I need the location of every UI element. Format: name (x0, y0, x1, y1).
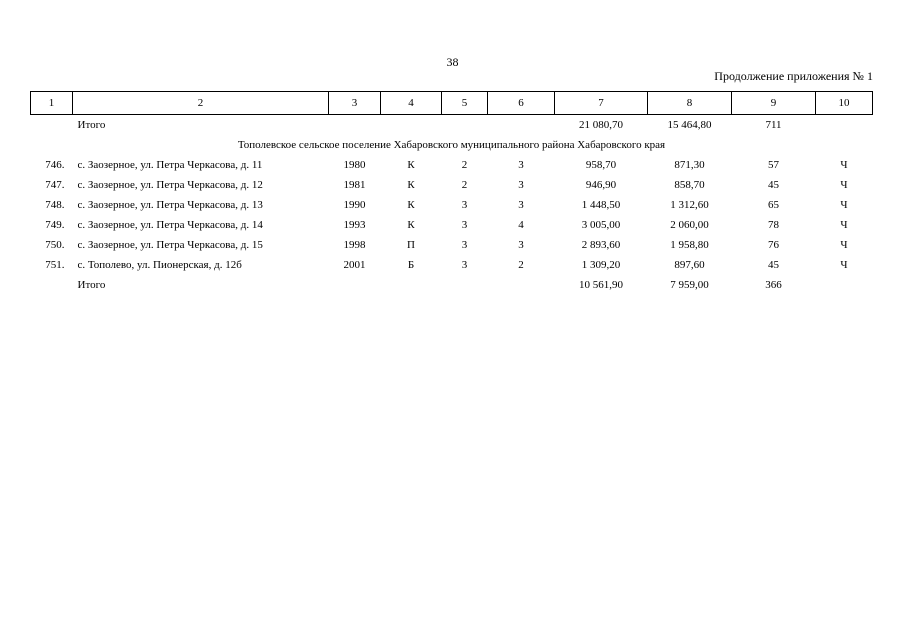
row-floors: 3 (461, 219, 468, 231)
row-area-total: 1 309,20 (581, 259, 621, 271)
row-address: с. Заозерное, ул. Петра Черкасова, д. 15 (77, 239, 263, 251)
section-title: Тополевское сельское поселение Хабаровского муниципального района Хабаровского края (237, 139, 666, 151)
row-area-living: 1 958,80 (670, 239, 709, 251)
row-entrances: 3 (518, 239, 524, 251)
row-mark: Ч (840, 179, 848, 191)
col-header-1: 1 (31, 92, 73, 115)
table-row (31, 175, 873, 195)
row-number: 747. (45, 179, 65, 191)
col-header-6: 6 (488, 92, 555, 115)
row-address: с. Заозерное, ул. Петра Черкасова, д. 12 (77, 179, 263, 191)
row-entrances: 3 (518, 199, 524, 211)
row-address: с. Заозерное, ул. Петра Черкасова, д. 13 (77, 199, 263, 211)
col-header-9: 9 (732, 92, 816, 115)
row-entrances: 3 (518, 179, 524, 191)
row-residents: 65 (768, 199, 779, 211)
row-number: 749. (45, 219, 65, 231)
row-year: 2001 (343, 259, 366, 271)
section-title-row (31, 135, 873, 155)
total-residents: 711 (765, 119, 782, 131)
total-row-top (31, 115, 873, 136)
row-floors: 3 (461, 199, 468, 211)
row-entrances: 4 (518, 219, 524, 231)
row-number: 751. (45, 259, 65, 271)
row-year: 1998 (343, 239, 366, 251)
row-mark: Ч (840, 239, 848, 251)
row-number: 746. (45, 159, 65, 171)
row-area-living: 1 312,60 (670, 199, 709, 211)
row-area-living: 2 060,00 (670, 219, 709, 231)
row-residents: 78 (768, 219, 779, 231)
col-header-10: 10 (816, 92, 873, 115)
col-header-5: 5 (442, 92, 488, 115)
row-floors: 3 (461, 239, 468, 251)
row-year: 1993 (343, 219, 366, 231)
total-residents: 366 (765, 279, 782, 291)
row-address: с. Тополево, ул. Пионерская, д. 12б (77, 259, 242, 271)
row-residents: 57 (768, 159, 779, 171)
table-row (31, 255, 873, 275)
col-header-3: 3 (329, 92, 381, 115)
total-area-living: 7 959,00 (670, 279, 709, 291)
total-row-bottom (31, 275, 873, 295)
col-header-2: 2 (73, 92, 329, 115)
appendix-note: Продолжение приложения № 1 (714, 69, 873, 83)
row-area-total: 2 893,60 (581, 239, 621, 251)
row-year: 1980 (343, 159, 366, 171)
row-material: К (407, 179, 415, 191)
row-mark: Ч (840, 219, 848, 231)
row-material: Б (407, 259, 415, 271)
row-year: 1981 (343, 179, 366, 191)
row-mark: Ч (840, 159, 848, 171)
row-residents: 76 (768, 239, 779, 251)
col-header-8: 8 (648, 92, 732, 115)
row-material: К (407, 199, 415, 211)
total-area-total: 21 080,70 (579, 119, 623, 131)
header-row (31, 92, 873, 115)
row-mark: Ч (840, 199, 848, 211)
page-number: 38 (446, 55, 459, 69)
row-area-living: 897,60 (674, 259, 705, 271)
total-label: Итого (77, 119, 106, 131)
col-header-4: 4 (381, 92, 442, 115)
row-number: 750. (45, 239, 65, 251)
row-material: К (407, 159, 415, 171)
row-year: 1990 (343, 199, 366, 211)
col-header-7: 7 (555, 92, 648, 115)
row-area-living: 858,70 (674, 179, 705, 191)
row-area-living: 871,30 (674, 159, 705, 171)
row-area-total: 946,90 (585, 179, 617, 191)
total-label: Итого (77, 279, 106, 291)
table-row (31, 235, 873, 255)
row-entrances: 3 (518, 159, 524, 171)
row-residents: 45 (768, 259, 779, 271)
total-area-living: 15 464,80 (667, 119, 712, 131)
row-area-total: 958,70 (585, 159, 617, 171)
row-address: с. Заозерное, ул. Петра Черкасова, д. 11 (77, 159, 263, 171)
row-entrances: 2 (518, 259, 524, 271)
row-floors: 3 (461, 259, 468, 271)
row-area-total: 3 005,00 (581, 219, 621, 231)
row-floors: 2 (461, 159, 468, 171)
row-floors: 2 (461, 179, 468, 191)
table-row (31, 195, 873, 215)
table-row (31, 155, 873, 175)
row-residents: 45 (768, 179, 779, 191)
row-material: К (407, 219, 415, 231)
row-area-total: 1 448,50 (581, 199, 621, 211)
row-address: с. Заозерное, ул. Петра Черкасова, д. 14 (77, 219, 263, 231)
row-number: 748. (45, 199, 65, 211)
row-mark: Ч (840, 259, 848, 271)
data-table (30, 91, 873, 295)
total-area-total: 10 561,90 (579, 279, 623, 291)
row-material: П (407, 239, 415, 251)
table-row (31, 215, 873, 235)
